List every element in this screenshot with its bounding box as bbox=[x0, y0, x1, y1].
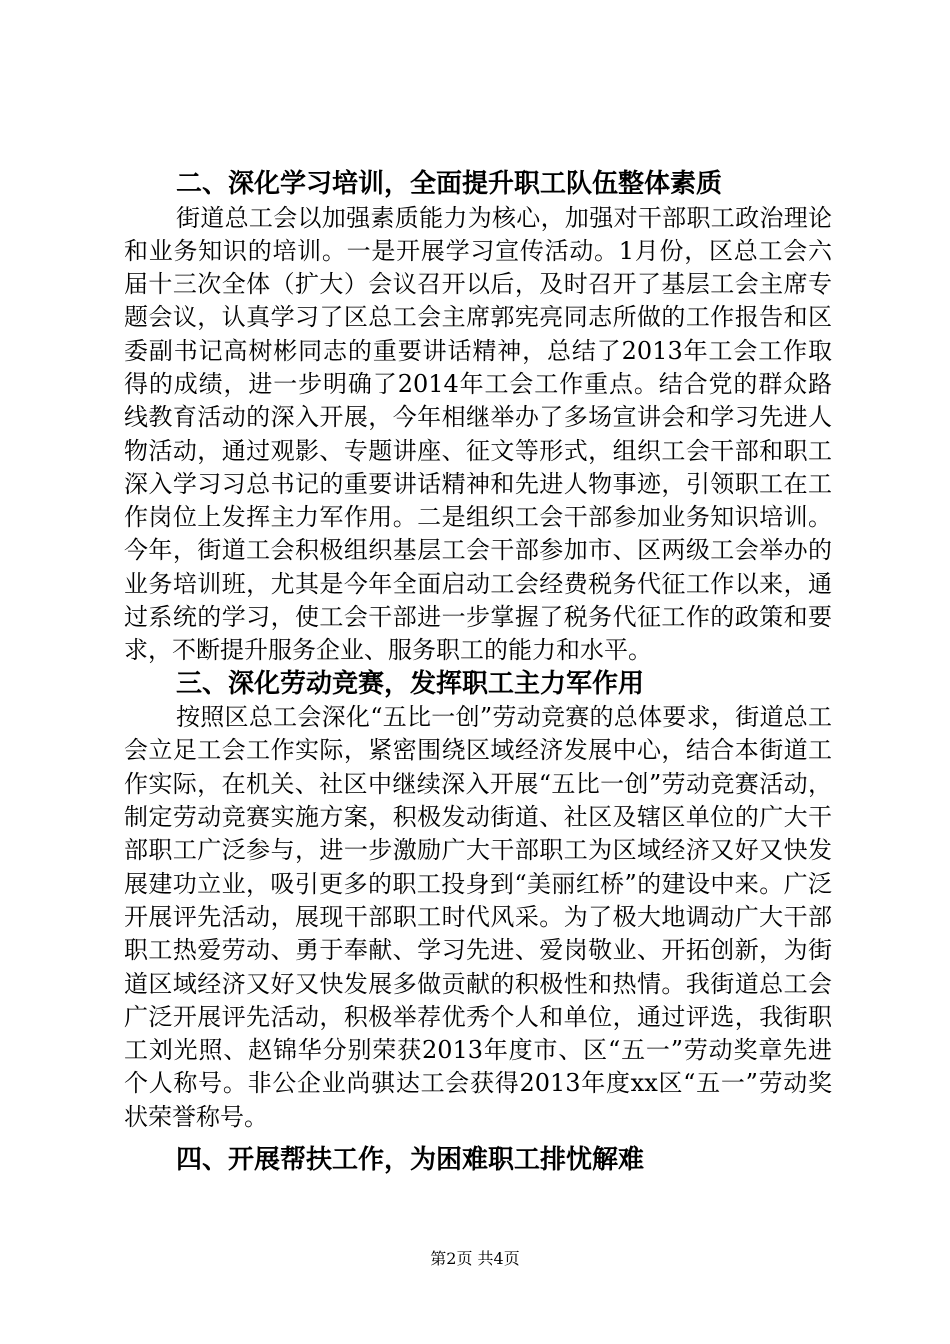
page-footer: 第2页 共4页 bbox=[430, 1249, 520, 1268]
document-body bbox=[124, 168, 832, 1178]
section-heading-2: 二、深化学习培训，全面提升职工队伍整体素质 bbox=[176, 169, 723, 199]
section-heading-4: 四、开展帮扶工作，为困难职工排忧解难 bbox=[176, 1145, 645, 1176]
section-heading-3: 三、深化劳动竞赛，发挥职工主力军作用 bbox=[176, 668, 645, 699]
section-paragraph-2: 街道总工会以加强素质能力为核心，加强对干部职工政治理论和业务知识的培训。一是开展学习宣传活动。1月份，区总工会六届十三次全体（扩大）会议召开以后，及时召开了基层工会主席专题会议，认真学习了区总工会主席郭宪亮同志所做的工作报告和区委副书记高树彬同志的重要讲话精神，总结了2013年工会工作取得的成绩，进一步明确了2014年工会工作重点。结合党的群众路线教育活动的深入开展，今年相继举办了多场宣讲会和学习先进人物活动，通过观影、专题讲座、征文等形式，组织工会干部和职工深入学习习总书记的重要讲话精神和先进人物事迹，引领职工在工作岗位上发挥主力军作用。二是组织工会干部参加业务知识培训。今年，街道工会积极组织基层工会干部参加市、区两级工会举办的业务培训班，尤其是今年全面启动工会经费税务代征工作以来，通过系统的学习，使工会干部进一步掌握了税务代征工作的政策和要求，不断提升服务企业、服务职工的能力和水平。 bbox=[124, 203, 832, 665]
section-paragraph-3: 按照区总工会深化“五比一创”劳动竞赛的总体要求，街道总工会立足工会工作实际，紧密围绕区域经济发展中心，结合本街道工作实际，在机关、社区中继续深入开展“五比一创”劳动竞赛活动，制定劳动竞赛实施方案，积极发动街道、社区及辖区单位的广大干部职工广泛参与，进一步激励广大干部职工为区域经济又好又快发展建功立业，吸引更多的职工投身到“美丽红桥”的建设中来。广泛开展评先活动，展现干部职工时代风采。为了极大地调动广大干部职工热爱劳动、勇于奉献、学习先进、爱岗敬业、开拓创新，为街道区域经济又好又快发展多做贡献的积极性和热情。我街道总工会广泛开展评先活动，积极举荐优秀个人和单位，通过评选，我街职工刘光照、赵锦华分别荣获2013年度市、区“五一”劳动奖章先进个人称号。非公企业尚骐达工会获得2013年度xx区“五一”劳动奖状荣誉称号。 bbox=[124, 703, 832, 1131]
